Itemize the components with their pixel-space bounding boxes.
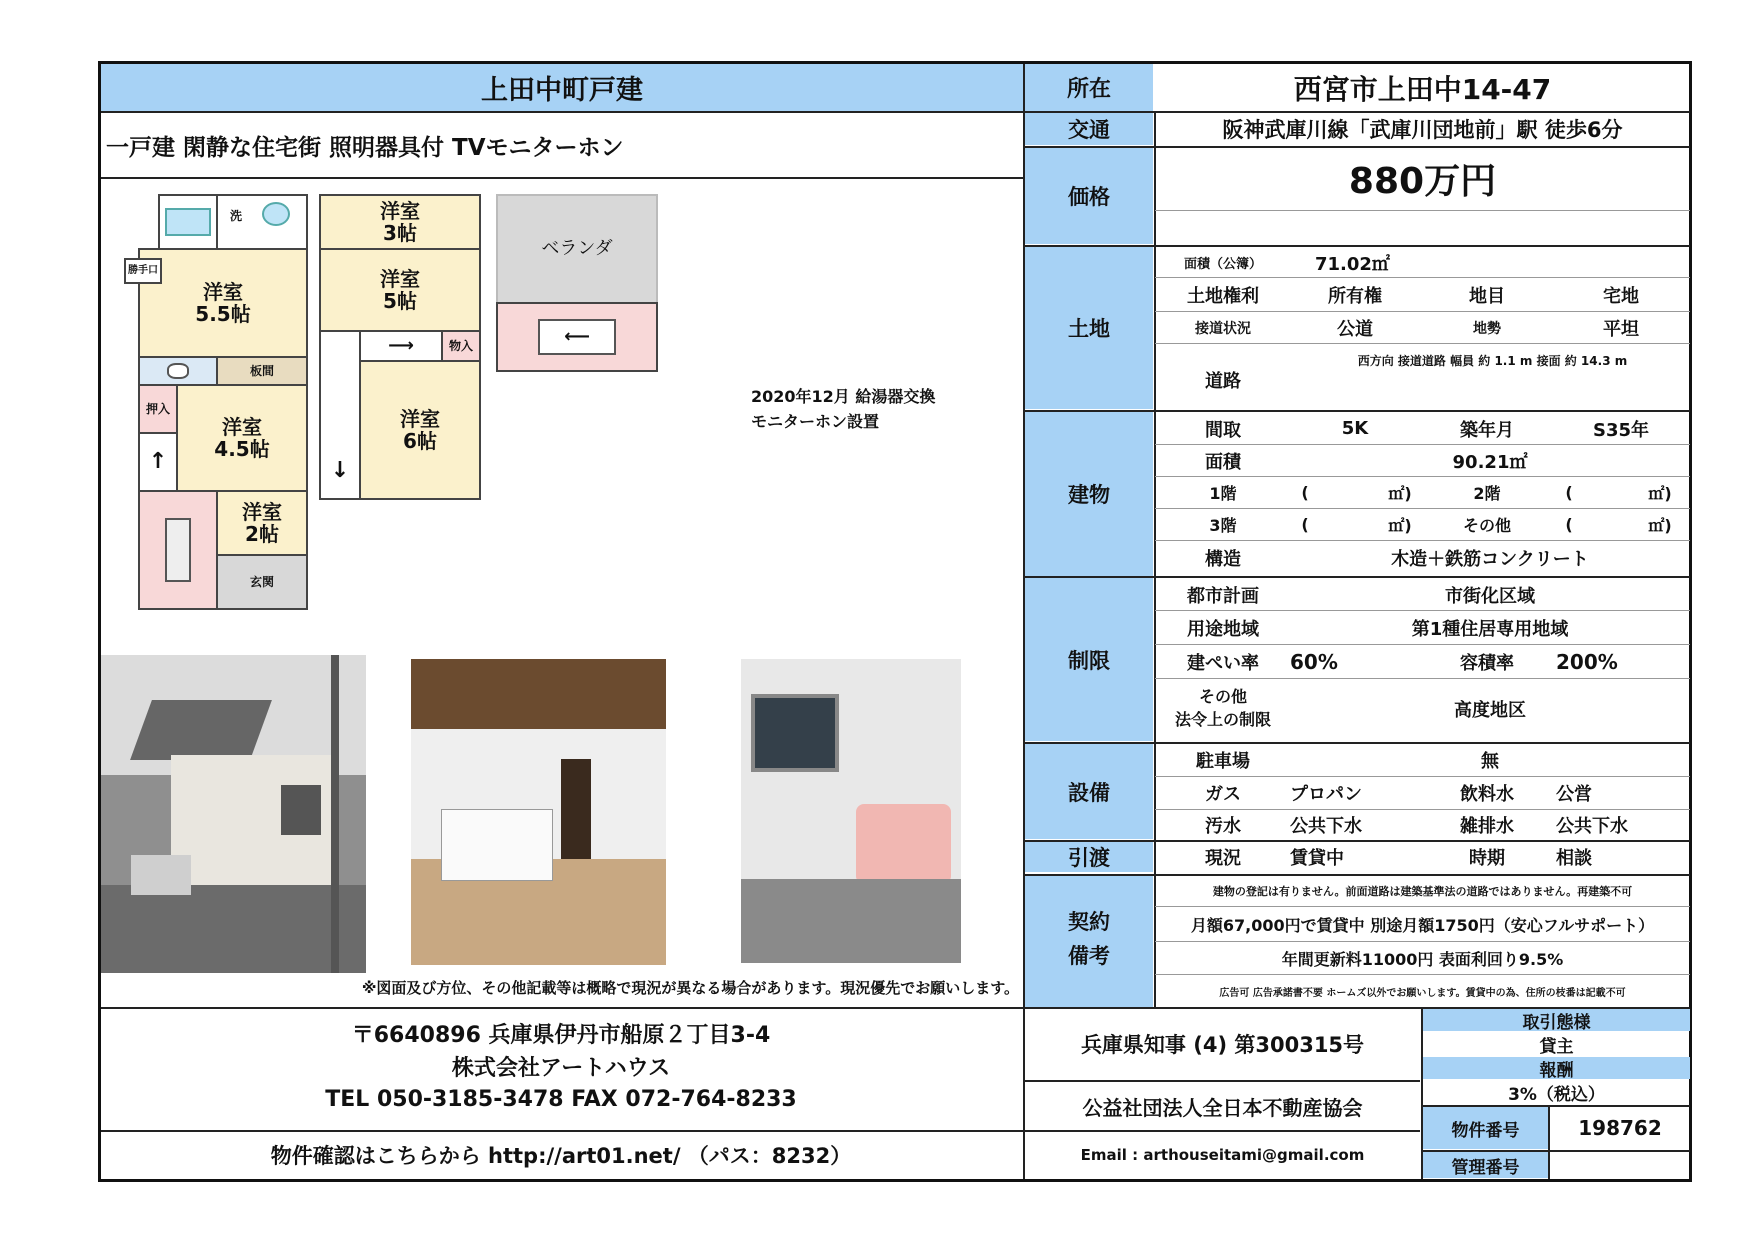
back-door (124, 258, 162, 284)
road-detail: 西方向 接道道路 幅員 約 1.1 m 接面 約 14.3 m (1357, 353, 1628, 368)
parking-value: 無 (1481, 751, 1499, 772)
remarks-label-1: 契約 (1068, 910, 1110, 934)
transaction-type-label: 取引態様 (1423, 1009, 1690, 1031)
other-restriction-value: 高度地区 (1454, 700, 1526, 721)
floor-plan (101, 179, 1021, 649)
built-label: 築年月 (1460, 419, 1514, 441)
interior-kitchen-photo (411, 659, 666, 965)
fee-value: 3%（税込） (1508, 1084, 1605, 1105)
remarks-line-2: 月額67,000円で賃貸中 別途月額1750円（安心フルサポート） (1190, 915, 1655, 935)
terrain-value: 平坦 (1603, 318, 1639, 340)
city-plan-value: 市街化区域 (1445, 585, 1535, 607)
floor2-open: ( (1565, 483, 1573, 502)
kitchen (138, 490, 218, 610)
entrance (216, 554, 308, 610)
remarks-label-2: 備考 (1068, 944, 1110, 968)
land-category-label: 地目 (1469, 285, 1505, 307)
room-western-5-5-label: 洋室 5.5帖 (195, 280, 251, 326)
company-address: 〒6640896 兵庫県伊丹市船原２丁目3-4 (351, 1022, 771, 1048)
floor1-label: 1階 (1209, 484, 1237, 503)
company-name: 株式会社アートハウス (451, 1055, 671, 1081)
restrictions-label: 制限 (1025, 578, 1153, 741)
wash-label: 洗 (230, 209, 243, 223)
property-number-label: 物件番号 (1423, 1107, 1548, 1149)
coverage-value: 60% (1290, 649, 1338, 674)
status-label: 現況 (1205, 848, 1241, 869)
storage-2f (441, 330, 481, 362)
zoning-value: 第1種住居専用地域 (1411, 618, 1569, 640)
land-area-label: 面積（公簿） (1183, 257, 1262, 272)
veranda (496, 194, 658, 304)
toilet-icon (167, 363, 189, 379)
floor3-open: ( (1301, 515, 1309, 534)
room-western-5-label: 洋室 5帖 (380, 267, 420, 313)
timing-value: 相談 (1556, 848, 1592, 869)
veranda-label: ベランダ (541, 238, 613, 259)
remarks-line-1: 建物の登記は有りません。前面道路は建築基準法の道路ではありません。再建築不可 (1212, 885, 1633, 898)
room-western-4-5-label: 洋室 4.5帖 (214, 415, 270, 461)
building-area-value: 90.21㎡ (1452, 451, 1528, 473)
stairs-right-arrow-icon: ⟶ (388, 335, 414, 356)
stairs-1f (138, 432, 178, 492)
drain-label: 雑排水 (1460, 815, 1514, 837)
fee-label: 報酬 (1423, 1057, 1690, 1079)
management-number-value (1550, 1152, 1690, 1178)
room-western-3 (319, 194, 481, 250)
road-access-label: 接道状況 (1195, 320, 1251, 337)
location-label: 所在 (1025, 64, 1153, 111)
gas-value: プロパン (1290, 784, 1362, 805)
company-phone: TEL 050-3185-3478 FAX 072-764-8233 (325, 1086, 797, 1112)
structure-value: 木造＋鉄筋コンクリート (1391, 548, 1589, 570)
property-number-value: 198762 (1578, 1116, 1662, 1140)
toilet (138, 356, 218, 386)
room-western-6 (359, 360, 481, 500)
washing-machine-icon (262, 202, 290, 226)
timing-label: 時期 (1469, 848, 1505, 869)
land-rights-value: 所有権 (1328, 285, 1382, 307)
water-value: 公営 (1556, 784, 1592, 805)
coverage-label: 建ぺい率 (1187, 652, 1259, 674)
handover-label: 引渡 (1025, 842, 1153, 872)
closet-1f-label: 押入 (145, 402, 170, 416)
license-number: 兵庫県知事 (4) 第300315号 (1080, 1033, 1365, 1057)
room-western-3-label: 洋室 3帖 (380, 199, 420, 245)
floor3-close: ㎡) (1388, 516, 1412, 535)
stairs-down-arrow-icon: ↓ (330, 458, 350, 483)
wood-floor (216, 356, 308, 386)
layout-label: 間取 (1205, 419, 1241, 441)
floor3-label: 3階 (1209, 516, 1237, 535)
gas-label: ガス (1205, 784, 1241, 805)
kitchen-sink-icon (165, 518, 191, 582)
back-door-label: 勝手口 (128, 265, 158, 276)
room-western-5 (319, 248, 481, 332)
room-western-4-5 (176, 384, 308, 492)
management-number-label: 管理番号 (1423, 1152, 1548, 1178)
floor1-close: ㎡) (1388, 484, 1412, 503)
storage-2f-label: 物入 (448, 339, 473, 353)
property-check-url[interactable]: 物件確認はこちらから http://art01.net/ （パス：8232） (270, 1144, 852, 1168)
sewage-value: 公共下水 (1290, 815, 1362, 837)
city-plan-label: 都市計画 (1187, 585, 1259, 607)
zoning-label: 用途地域 (1187, 618, 1259, 640)
wood-floor-label: 板間 (249, 364, 274, 378)
floor2-close: ㎡) (1648, 484, 1672, 503)
built-value: S35年 (1592, 419, 1649, 441)
land-category-value: 宅地 (1603, 285, 1639, 307)
room-western-5-5 (138, 248, 308, 358)
layout-value: 5K (1341, 418, 1369, 439)
building-area-label: 面積 (1205, 451, 1241, 473)
bath-area (158, 194, 218, 250)
corridor-2f (319, 330, 361, 500)
room-western-2 (216, 490, 308, 556)
price-value: 880万円 (1348, 160, 1497, 202)
other-floor-close: ㎡) (1648, 516, 1672, 535)
stairs-up-arrow-icon: ↑ (148, 449, 168, 474)
bathroom-photo (741, 659, 961, 963)
floorplan-note-2: モニターホン設置 (751, 412, 880, 431)
remarks-line-3: 年間更新料11000円 表面利回り9.5% (1281, 949, 1564, 969)
water-label: 飲料水 (1460, 784, 1514, 805)
property-title: 上田中町戸建 (101, 64, 1023, 111)
bathtub-icon (165, 208, 211, 236)
disclaimer: ※図面及び方位、その他記載等は概略で現況が異なる場合があります。現況優先でお願いします。 (361, 979, 1019, 997)
land-rights-label: 土地権利 (1187, 285, 1259, 307)
far-value: 200% (1556, 649, 1618, 674)
room-western-2-label: 洋室 2帖 (242, 500, 282, 546)
floor2-label: 2階 (1473, 484, 1501, 503)
terrain-label: 地勢 (1473, 320, 1501, 337)
transport-value: 阪神武庫川線「武庫川団地前」駅 徒歩6分 (1222, 118, 1623, 142)
far-label: 容積率 (1460, 652, 1514, 674)
features-text: 一戸建 閑静な住宅街 照明器具付 TVモニターホン (106, 134, 624, 161)
parking-label: 駐車場 (1196, 751, 1250, 772)
other-restriction-label-2: 法令上の制限 (1174, 709, 1271, 729)
other-floor-label: その他 (1462, 516, 1511, 535)
location-value: 西宮市上田中14-47 (1293, 72, 1552, 106)
road-access-value: 公道 (1337, 318, 1373, 340)
company-email[interactable]: Email : arthouseitami@gmail.com (1080, 1146, 1365, 1164)
drain-value: 公共下水 (1556, 815, 1628, 837)
exterior-photo (101, 655, 366, 973)
sewage-label: 汚水 (1205, 815, 1241, 837)
stairs-2f (359, 330, 443, 362)
room-western-6-label: 洋室 6帖 (400, 407, 440, 453)
other-floor-open: ( (1565, 515, 1573, 534)
floorplan-note-1: 2020年12月 給湯器交換 (751, 387, 936, 406)
status-value: 賃貸中 (1290, 848, 1344, 869)
land-label: 土地 (1025, 247, 1153, 409)
stairs-3f (496, 302, 658, 372)
remarks-label-cell (1025, 876, 1153, 1007)
price-label: 価格 (1025, 148, 1153, 244)
association-name: 公益社団法人全日本不動産協会 (1082, 1095, 1363, 1120)
transaction-type-value: 貸主 (1539, 1036, 1574, 1057)
floor1-open: ( (1301, 483, 1309, 502)
closet-1f (138, 384, 178, 434)
washroom (216, 194, 308, 250)
entrance-label: 玄関 (249, 575, 274, 589)
structure-label: 構造 (1205, 548, 1241, 570)
building-label: 建物 (1025, 412, 1153, 576)
remarks-line-4: 広告可 広告承諾書不要 ホームズ以外でお願いします。賃貸中の為、住所の枝番は記載不可 (1219, 987, 1626, 999)
transport-label: 交通 (1025, 113, 1153, 145)
road-label: 道路 (1205, 371, 1241, 392)
facilities-label: 設備 (1025, 744, 1153, 839)
stairs-left-arrow-icon: ⟵ (538, 319, 616, 355)
other-restriction-label-1: その他 (1198, 686, 1247, 706)
land-area-value: 71.02㎡ (1315, 253, 1390, 275)
